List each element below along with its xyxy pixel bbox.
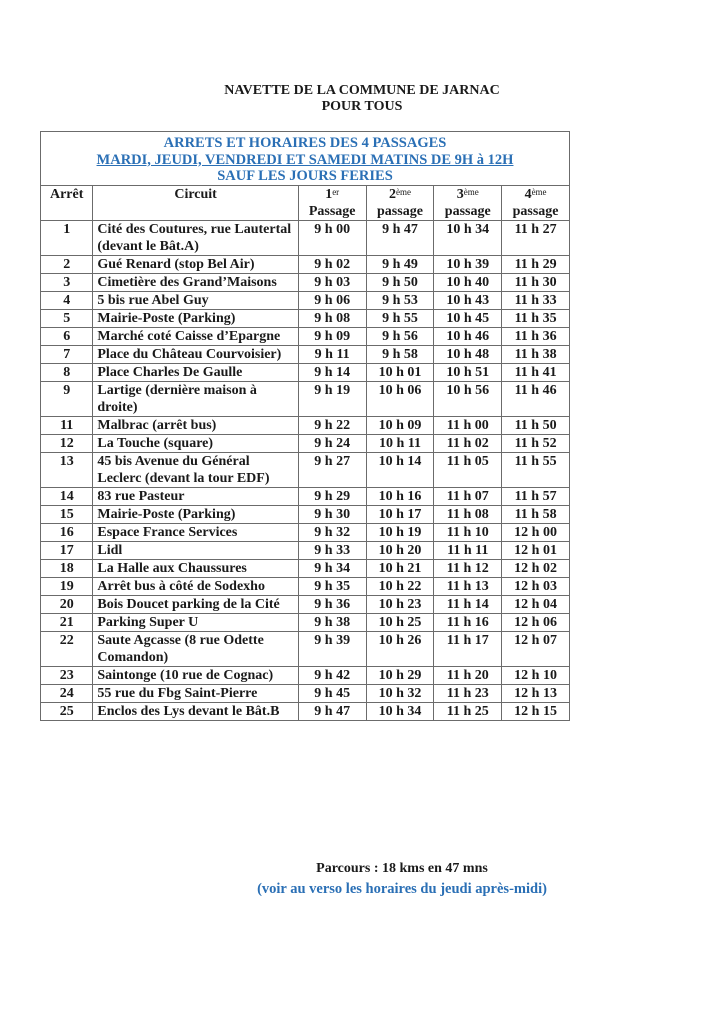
pass-4-time: 12 h 15 <box>502 702 570 720</box>
pass-1-time: 9 h 35 <box>298 577 366 595</box>
stop-name: Lidl <box>93 541 298 559</box>
pass-1-time: 9 h 11 <box>298 345 366 363</box>
pass-3-time: 10 h 48 <box>434 345 502 363</box>
table-row <box>41 505 570 523</box>
pass-2-time: 10 h 22 <box>366 577 434 595</box>
stop-number: 25 <box>41 702 93 720</box>
table-row <box>41 273 570 291</box>
pass-4-time: 11 h 58 <box>502 505 570 523</box>
pass-1-time: 9 h 08 <box>298 309 366 327</box>
pass-3-time: 10 h 51 <box>434 363 502 381</box>
pass-1-time: 9 h 02 <box>298 255 366 273</box>
pass-4-time: 11 h 52 <box>502 434 570 452</box>
pass-1-time: 9 h 09 <box>298 327 366 345</box>
pass-2-time: 9 h 50 <box>366 273 434 291</box>
pass-1-time: 9 h 03 <box>298 273 366 291</box>
pass-4-time: 11 h 35 <box>502 309 570 327</box>
table-row <box>41 434 570 452</box>
pass-4-time: 11 h 30 <box>502 273 570 291</box>
stop-number: 6 <box>41 327 93 345</box>
stop-number: 3 <box>41 273 93 291</box>
pass-1-time: 9 h 30 <box>298 505 366 523</box>
stop-name: Mairie-Poste (Parking) <box>93 309 298 327</box>
pass-2-time: 10 h 29 <box>366 666 434 684</box>
pass-4-time: 12 h 03 <box>502 577 570 595</box>
pass-3-time: 11 h 10 <box>434 523 502 541</box>
stop-number: 2 <box>41 255 93 273</box>
schedule-table <box>40 131 570 721</box>
pass-4-label: passage <box>512 203 559 219</box>
stop-number: 18 <box>41 559 93 577</box>
stop-number: 4 <box>41 291 93 309</box>
stop-number: 19 <box>41 577 93 595</box>
pass-3-time: 10 h 56 <box>434 381 502 416</box>
column-header-pass-4 <box>502 185 570 220</box>
pass-2-time: 10 h 25 <box>366 613 434 631</box>
stop-name: Parking Super U <box>93 613 298 631</box>
table-row <box>41 523 570 541</box>
column-header-pass-1 <box>298 185 366 220</box>
pass-1-time: 9 h 45 <box>298 684 366 702</box>
pass-2-time: 10 h 20 <box>366 541 434 559</box>
pass-4-time: 12 h 02 <box>502 559 570 577</box>
pass-4-suffix: ème <box>531 186 547 197</box>
stop-name: Cité des Coutures, rue Lautertal (devant le Bât.A) <box>93 220 298 255</box>
table-row <box>41 541 570 559</box>
pass-1-time: 9 h 19 <box>298 381 366 416</box>
pass-1-time: 9 h 06 <box>298 291 366 309</box>
pass-2-time: 10 h 06 <box>366 381 434 416</box>
pass-3-time: 11 h 11 <box>434 541 502 559</box>
pass-2-time: 10 h 21 <box>366 559 434 577</box>
stop-name: La Halle aux Chaussures <box>93 559 298 577</box>
pass-2-time: 10 h 01 <box>366 363 434 381</box>
pass-3-time: 10 h 43 <box>434 291 502 309</box>
table-row <box>41 631 570 666</box>
pass-1-time: 9 h 32 <box>298 523 366 541</box>
table-row <box>41 577 570 595</box>
stop-name: Mairie-Poste (Parking) <box>93 505 298 523</box>
pass-2-number: 2 <box>388 186 396 202</box>
table-row <box>41 559 570 577</box>
pass-1-time: 9 h 00 <box>298 220 366 255</box>
table-row <box>41 613 570 631</box>
pass-2-time: 10 h 19 <box>366 523 434 541</box>
pass-3-suffix: ème <box>463 186 479 197</box>
stop-number: 12 <box>41 434 93 452</box>
pass-1-suffix: er <box>332 186 340 197</box>
document-title: NAVETTE DE LA COMMUNE DE JARNAC <box>224 83 500 98</box>
pass-1-time: 9 h 27 <box>298 452 366 487</box>
stop-number: 22 <box>41 631 93 666</box>
pass-3-time: 10 h 46 <box>434 327 502 345</box>
afternoon-note: (voir au verso les horaires du jeudi après-midi) <box>257 881 547 897</box>
pass-4-time: 11 h 46 <box>502 381 570 416</box>
pass-3-time: 10 h 45 <box>434 309 502 327</box>
document-subtitle: POUR TOUS <box>321 99 403 114</box>
pass-2-time: 9 h 55 <box>366 309 434 327</box>
pass-1-time: 9 h 34 <box>298 559 366 577</box>
table-row <box>41 595 570 613</box>
stop-number: 11 <box>41 416 93 434</box>
table-row <box>41 363 570 381</box>
stop-name: Malbrac (arrêt bus) <box>93 416 298 434</box>
pass-3-time: 11 h 20 <box>434 666 502 684</box>
pass-3-time: 11 h 25 <box>434 702 502 720</box>
stop-number: 20 <box>41 595 93 613</box>
pass-3-time: 10 h 39 <box>434 255 502 273</box>
pass-3-time: 11 h 12 <box>434 559 502 577</box>
pass-4-time: 12 h 00 <box>502 523 570 541</box>
pass-2-time: 10 h 16 <box>366 487 434 505</box>
stop-name: Enclos des Lys devant le Bât.B <box>93 702 298 720</box>
pass-4-time: 11 h 33 <box>502 291 570 309</box>
banner-line-3: SAUF LES JOURS FERIES <box>217 168 393 184</box>
pass-4-time: 11 h 50 <box>502 416 570 434</box>
pass-3-time: 11 h 00 <box>434 416 502 434</box>
stop-name: 83 rue Pasteur <box>93 487 298 505</box>
pass-4-time: 11 h 27 <box>502 220 570 255</box>
table-row <box>41 345 570 363</box>
column-header-pass-2 <box>366 185 434 220</box>
stop-number: 17 <box>41 541 93 559</box>
column-header-circuit: Circuit <box>93 185 298 220</box>
pass-1-time: 9 h 22 <box>298 416 366 434</box>
column-header-stop: Arrêt <box>41 185 93 220</box>
pass-3-label: passage <box>444 203 491 219</box>
pass-2-time: 9 h 49 <box>366 255 434 273</box>
stop-number: 24 <box>41 684 93 702</box>
pass-2-time: 9 h 56 <box>366 327 434 345</box>
table-row <box>41 291 570 309</box>
pass-4-time: 11 h 36 <box>502 327 570 345</box>
banner-line-2: MARDI, JEUDI, VENDREDI ET SAMEDI MATINS DE 9H à 12H <box>96 151 514 168</box>
table-row <box>41 416 570 434</box>
pass-4-time: 12 h 13 <box>502 684 570 702</box>
stop-name: Gué Renard (stop Bel Air) <box>93 255 298 273</box>
table-row <box>41 381 570 416</box>
pass-2-time: 9 h 58 <box>366 345 434 363</box>
stop-number: 15 <box>41 505 93 523</box>
pass-1-time: 9 h 47 <box>298 702 366 720</box>
pass-2-time: 10 h 23 <box>366 595 434 613</box>
stop-number: 16 <box>41 523 93 541</box>
stop-name: Espace France Services <box>93 523 298 541</box>
schedule-banner <box>41 132 570 186</box>
pass-4-time: 12 h 06 <box>502 613 570 631</box>
pass-2-time: 10 h 11 <box>366 434 434 452</box>
pass-2-time: 10 h 17 <box>366 505 434 523</box>
pass-3-time: 11 h 13 <box>434 577 502 595</box>
stop-name: Arrêt bus à côté de Sodexho <box>93 577 298 595</box>
pass-4-time: 11 h 57 <box>502 487 570 505</box>
pass-2-time: 10 h 34 <box>366 702 434 720</box>
pass-4-time: 11 h 55 <box>502 452 570 487</box>
pass-4-time: 12 h 10 <box>502 666 570 684</box>
stop-name: Saintonge (10 rue de Cognac) <box>93 666 298 684</box>
pass-2-time: 10 h 09 <box>366 416 434 434</box>
stop-number: 7 <box>41 345 93 363</box>
stop-name: 5 bis rue Abel Guy <box>93 291 298 309</box>
table-row <box>41 666 570 684</box>
column-header-pass-3 <box>434 185 502 220</box>
pass-3-time: 11 h 05 <box>434 452 502 487</box>
pass-1-time: 9 h 24 <box>298 434 366 452</box>
stop-name: Place du Château Courvoisier) <box>93 345 298 363</box>
pass-4-time: 12 h 01 <box>502 541 570 559</box>
stop-number: 23 <box>41 666 93 684</box>
stop-name: Place Charles De Gaulle <box>93 363 298 381</box>
pass-3-time: 11 h 16 <box>434 613 502 631</box>
pass-3-time: 11 h 23 <box>434 684 502 702</box>
pass-3-time: 11 h 08 <box>434 505 502 523</box>
pass-3-number: 3 <box>456 186 464 202</box>
pass-1-time: 9 h 33 <box>298 541 366 559</box>
pass-4-time: 11 h 38 <box>502 345 570 363</box>
stop-name: 55 rue du Fbg Saint-Pierre <box>93 684 298 702</box>
pass-2-suffix: ème <box>395 186 411 197</box>
pass-1-time: 9 h 29 <box>298 487 366 505</box>
pass-4-number: 4 <box>524 186 532 202</box>
table-row <box>41 487 570 505</box>
pass-1-number: 1 <box>325 186 333 202</box>
pass-4-time: 12 h 04 <box>502 595 570 613</box>
stop-name: Lartige (dernière maison à droite) <box>93 381 298 416</box>
pass-1-label: Passage <box>308 203 356 219</box>
pass-2-label: passage <box>377 203 423 219</box>
stop-number: 13 <box>41 452 93 487</box>
stop-number: 8 <box>41 363 93 381</box>
pass-3-time: 10 h 34 <box>434 220 502 255</box>
pass-2-time: 9 h 53 <box>366 291 434 309</box>
pass-1-time: 9 h 36 <box>298 595 366 613</box>
pass-2-time: 10 h 32 <box>366 684 434 702</box>
table-row <box>41 255 570 273</box>
pass-3-time: 11 h 07 <box>434 487 502 505</box>
stop-name: Saute Agcasse (8 rue Odette Comandon) <box>93 631 298 666</box>
pass-2-time: 10 h 26 <box>366 631 434 666</box>
pass-3-time: 10 h 40 <box>434 273 502 291</box>
pass-4-time: 11 h 29 <box>502 255 570 273</box>
pass-1-time: 9 h 39 <box>298 631 366 666</box>
stop-name: Cimetière des Grand’Maisons <box>93 273 298 291</box>
table-row <box>41 309 570 327</box>
pass-1-time: 9 h 38 <box>298 613 366 631</box>
stop-name: 45 bis Avenue du Général Leclerc (devant la tour EDF) <box>93 452 298 487</box>
stop-number: 9 <box>41 381 93 416</box>
pass-1-time: 9 h 42 <box>298 666 366 684</box>
table-row <box>41 684 570 702</box>
stop-number: 1 <box>41 220 93 255</box>
column-header-row <box>41 185 570 220</box>
pass-4-time: 11 h 41 <box>502 363 570 381</box>
table-row <box>41 220 570 255</box>
table-row <box>41 327 570 345</box>
stop-name: Bois Doucet parking de la Cité <box>93 595 298 613</box>
route-summary: Parcours : 18 kms en 47 mns <box>316 861 488 876</box>
pass-4-time: 12 h 07 <box>502 631 570 666</box>
pass-2-time: 10 h 14 <box>366 452 434 487</box>
pass-2-time: 9 h 47 <box>366 220 434 255</box>
stop-number: 5 <box>41 309 93 327</box>
stop-number: 21 <box>41 613 93 631</box>
pass-3-time: 11 h 17 <box>434 631 502 666</box>
table-row <box>41 702 570 720</box>
pass-3-time: 11 h 02 <box>434 434 502 452</box>
table-row <box>41 452 570 487</box>
stop-name: La Touche (square) <box>93 434 298 452</box>
pass-1-time: 9 h 14 <box>298 363 366 381</box>
stop-name: Marché coté Caisse d’Epargne <box>93 327 298 345</box>
stop-number: 14 <box>41 487 93 505</box>
pass-3-time: 11 h 14 <box>434 595 502 613</box>
banner-line-1: ARRETS ET HORAIRES DES 4 PASSAGES <box>163 135 447 151</box>
